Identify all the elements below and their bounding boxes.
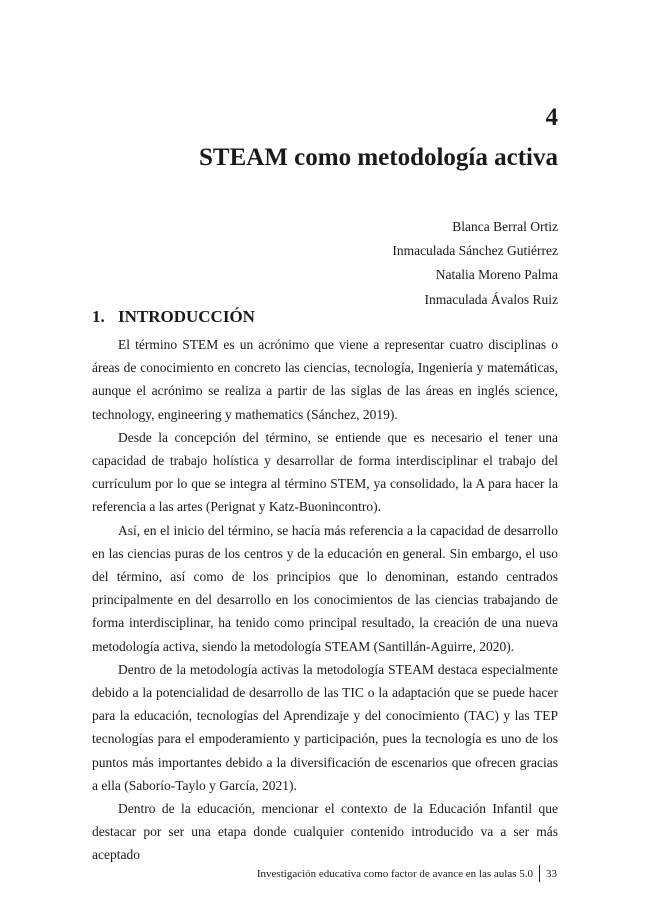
paragraph: Dentro de la metodología activas la metodología STEAM destaca especialmente debido a la potencialidad de desarrollo de las TIC o la adaptación que se puede hacer para la educación, tecnologías del Aprendizaje y del conocimiento (TAC) y las TEP tecnologías para el empoderamiento y participación, pues la tecnología es uno de los puntos más importantes debido a la diversificación de escenarios que ofrecen gracias a ella (Saborío-Taylo y García, 2021). [92,661,558,793]
author-list [392,215,558,312]
page-number: 33 [546,867,557,880]
chapter-title: STEAM como metodología activa [199,144,558,171]
paragraph: Dentro de la educación, mencionar el contexto de la Educación Infantil que destacar por ser una etapa donde cualquier contenido introducido va a ser más aceptado [92,801,558,863]
section-number: 1. [92,307,105,326]
page-footer [257,865,557,882]
author-name: Blanca Berral Ortiz [452,219,558,234]
chapter-number: 4 [545,104,558,131]
author-name: Inmaculada Ávalos Ruiz [424,291,558,307]
paragraph: El término STEM es un acrónimo que viene a representar cuatro disciplinas o áreas de conocimiento en concreto las ciencias, tecnología, Ingeniería y matemáticas, aunque el acrónimo se realiza a partir de las siglas de las áreas en inglés science, technology, engineering y mathematics (Sánchez, 2019). [92,337,558,422]
paragraph: Desde la concepción del término, se entiende que es necesario el tener una capacidad de trabajo holística y desarrollar de forma interdisciplinar el trabajo del currículum por lo que se integra al término STEM, ya consolidado, la A para hacer la referencia a las artes (Perignat y Katz-Buonincontro). [92,429,558,515]
author-name: Inmaculada Sánchez Gutiérrez [392,243,558,259]
running-title: Investigación educativa como factor de avance en las aulas 5.0 [256,867,533,880]
body-text [92,333,558,867]
section-heading [92,306,255,328]
footer-divider [539,865,540,882]
author-name: Natalia Moreno Palma [435,267,558,283]
section-title: INTRODUCCIÓN [118,307,255,326]
paragraph: Así, en el inicio del término, se hacía más referencia a la capacidad de desarrollo en las ciencias puras de los centros y de la educación en general. Sin embargo, el uso del término, así como de los principios que lo denominan, estando centrados principalmente en del desarrollo en los conocimientos de las ciencias trabajando de forma interdisciplinar, ha tenido como principal resultado, la creación de una nueva metodología activa, siendo la metodología STEAM (Santillán-Aguirre, 2020). [92,522,558,654]
